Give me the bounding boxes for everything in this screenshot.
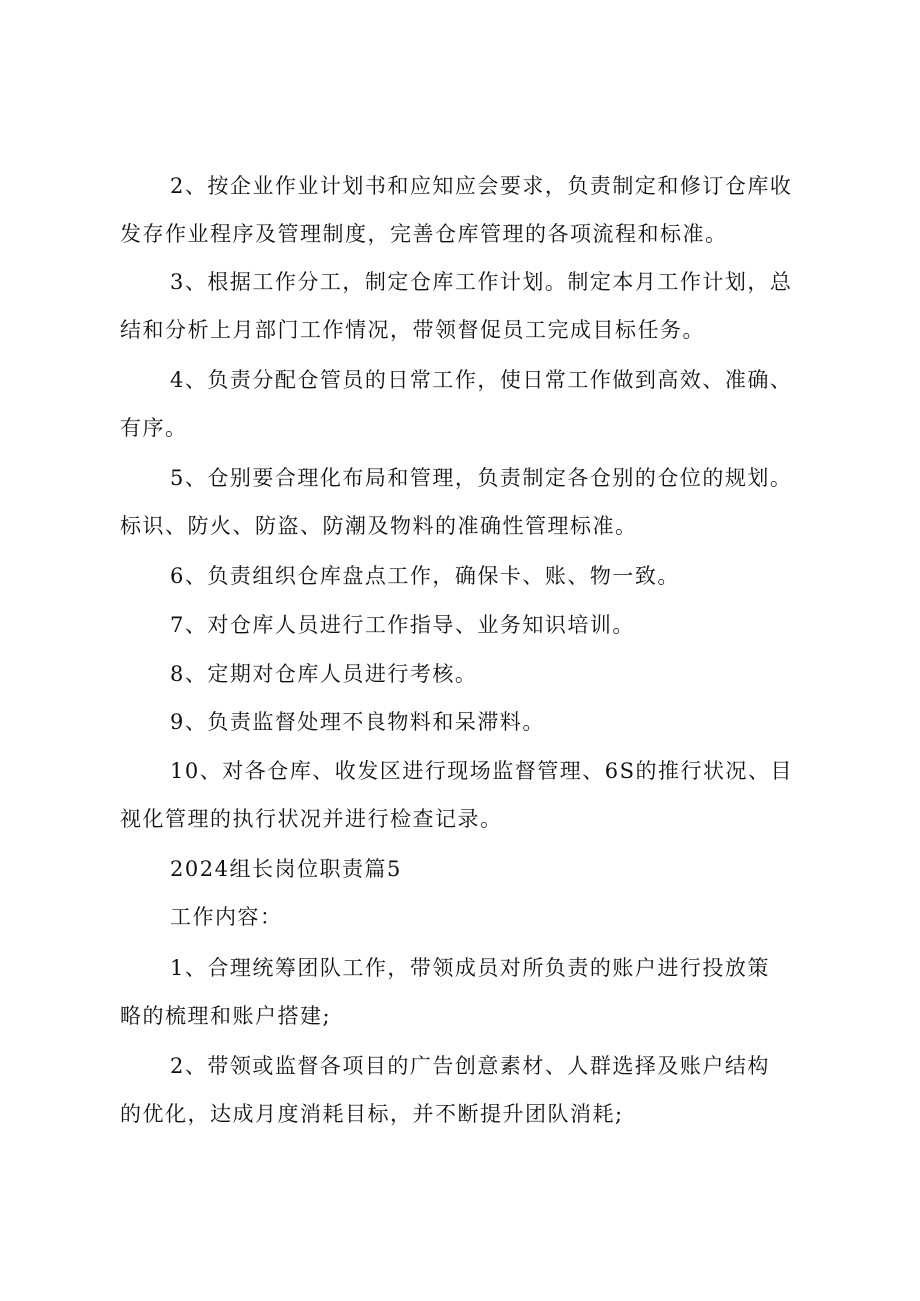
paragraph-item-9: 9、负责监督处理不良物料和呆滞料。 xyxy=(170,710,545,734)
paragraph-item-3: 3、根据工作分工，制定仓库工作计划。制定本月工作计划，总结和分析上月部门工作情况，带领督促员工完成目标任务。 xyxy=(120,270,793,342)
subheading: 工作内容： xyxy=(170,905,283,929)
paragraph-item-10: 10、对各仓库、收发区进行现场监督管理、6S的推行状况、目视化管理的执行状况并进行检查记录。 xyxy=(120,759,793,831)
paragraph-item-5: 5、仓别要合理化布局和管理，负责制定各仓别的仓位的规划。标识、防火、防盗、防潮及物料的准确性管理标准。 xyxy=(120,466,793,538)
paragraph-item-6: 6、负责组织仓库盘点工作，确保卡、账、物一致。 xyxy=(170,564,680,588)
paragraph-item-2: 2、按企业作业计划书和应知应会要求，负责制定和修订仓库收发存作业程序及管理制度，完善仓库管理的各项流程和标准。 xyxy=(120,174,793,246)
section-title: 2024组长岗位职责篇5 xyxy=(170,857,402,881)
paragraph-item-8: 8、定期对仓库人员进行考核。 xyxy=(170,662,478,686)
paragraph-item-7: 7、对仓库人员进行工作指导、业务知识培训。 xyxy=(170,613,635,637)
list-item-1: 1、合理统筹团队工作，带领成员对所负责的账户进行投放策略的梳理和账户搭建; xyxy=(120,956,770,1028)
list-item-2: 2、带领或监督各项目的广告创意素材、人群选择及账户结构的优化，达成月度消耗目标，并不断提升团队消耗; xyxy=(120,1054,770,1126)
paragraph-item-4: 4、负责分配仓管员的日常工作，使日常工作做到高效、准确、有序。 xyxy=(120,368,793,440)
